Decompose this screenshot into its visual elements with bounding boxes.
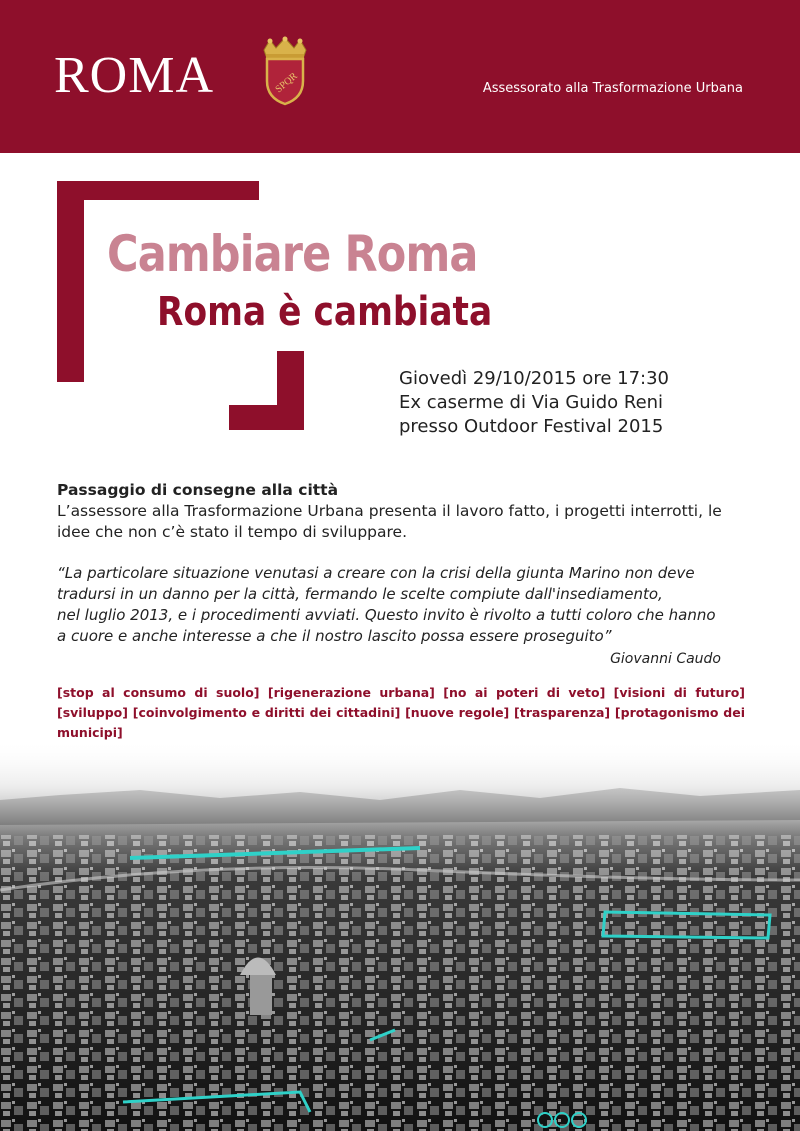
title-sub: Roma è cambiata [157, 289, 493, 335]
quote-author: Giovanni Caudo [610, 651, 721, 667]
quote-line: tradursi in un danno per la città, fermando le scelte compiute dall'insediamento, [57, 585, 663, 603]
header-banner [0, 0, 800, 153]
bracket-bottom-right-horizontal [229, 405, 304, 430]
intro-section [57, 480, 747, 543]
intro-text: L’assessore alla Trasformazione Urbana presenta il lavoro fatto, i progetti interrotti, le idee che non c’è stato il tempo di sviluppare. [57, 502, 722, 541]
keyword-tags: [stop al consumo di suolo] [rigenerazione urbana] [no ai poteri di veto] [visioni di futuro] [sviluppo] [coinvolgimento e diritti dei cittadini] [nuove regole] [trasparenza] [protagonismo dei municipi] [57, 685, 745, 740]
department-name: Assessorato alla Trasformazione Urbana [482, 81, 743, 96]
bracket-top-left-horizontal [57, 181, 259, 200]
event-date-time: Giovedì 29/10/2015 ore 17:30 [399, 368, 669, 389]
quote-line: “La particolare situazione venutasi a creare con la crisi della giunta Marino non deve [57, 564, 695, 582]
event-info [399, 367, 669, 439]
event-venue: presso Outdoor Festival 2015 [399, 416, 664, 437]
event-location: Ex caserme di Via Guido Reni [399, 392, 664, 413]
roma-logo-text: ROMA [54, 47, 215, 104]
rome-aerial-photo [0, 740, 800, 1131]
intro-heading: Passaggio di consegne alla città [57, 481, 339, 499]
title-main: Cambiare Roma [107, 225, 478, 283]
spqr-crest-icon [258, 36, 312, 106]
quote-line: a cuore e anche interesse a che il nostro lascito possa essere proseguito” [57, 627, 612, 645]
bracket-top-left-vertical [57, 181, 84, 382]
quote-line: nel luglio 2013, e i procedimenti avviati. Questo invito è rivolto a tutti coloro che hanno [57, 606, 716, 624]
quote-block [57, 563, 747, 647]
svg-text:SPQR: SPQR [273, 70, 300, 96]
